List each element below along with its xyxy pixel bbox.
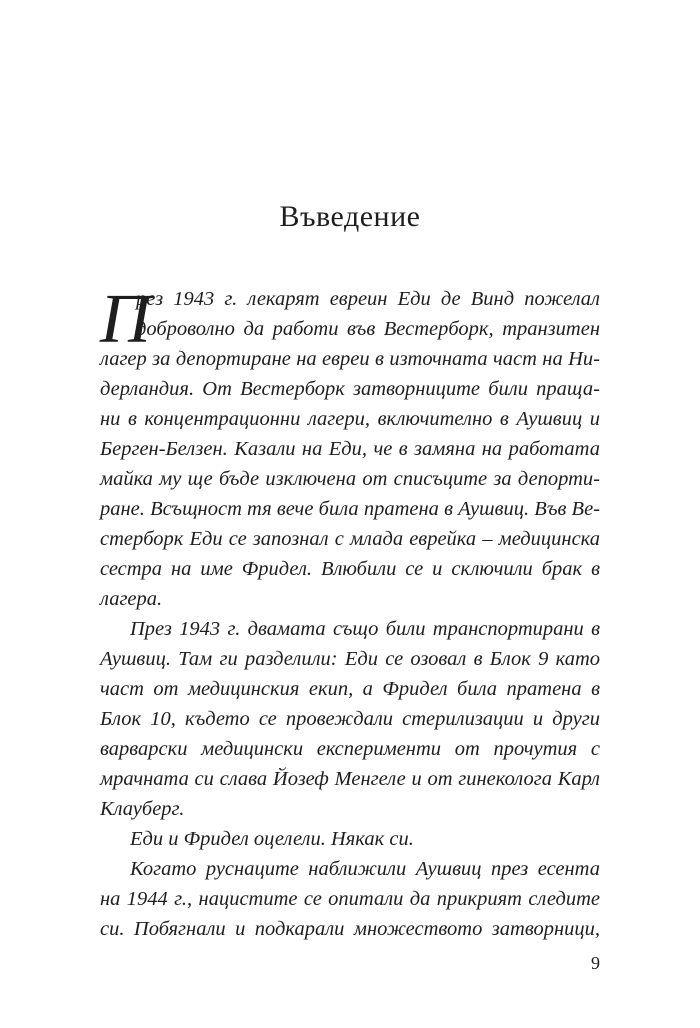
page-number: 9 bbox=[591, 953, 600, 973]
text-line: Клауберг. bbox=[100, 798, 185, 820]
text-line: дерландия. От Вестерборк затворниците били праща- bbox=[100, 378, 600, 400]
text-line: стерборк Еди се запознал с млада еврейка – медицинска bbox=[100, 528, 600, 550]
text-line: Блок 10, където се провеждали стерилизации и други bbox=[100, 708, 600, 730]
text-line: ни в концентрационни лагери, включително в Аушвиц и bbox=[100, 408, 600, 430]
text-line: Еди и Фридел оцелели. Някак си. bbox=[130, 828, 414, 850]
text-line: част от медицинския екип, а Фридел била пратена в bbox=[100, 678, 600, 700]
text-line: ране. Всъщност тя вече била пратена в Аушвиц. Във Ве- bbox=[100, 498, 600, 520]
text-line: През 1943 г. двамата също били транспортирани в bbox=[130, 618, 600, 640]
chapter-body bbox=[100, 281, 600, 944]
text-line: на 1944 г., нацистите се опитали да прикрият следите bbox=[100, 888, 600, 910]
text-line: Аушвиц. Там ги разделили: Еди се озовал в Блок 9 като bbox=[100, 648, 600, 670]
text-line: си. Побягнали и подкарали множеството затворници, bbox=[100, 918, 600, 940]
text-line: мрачната си слава Йозеф Менгеле и от гинеколога Карл bbox=[100, 768, 600, 790]
chapter-title: Въведение bbox=[279, 200, 421, 233]
drop-cap: П bbox=[100, 281, 151, 358]
text-line: рез 1943 г. лекарят евреин Еди де Винд пожелал bbox=[136, 288, 600, 310]
text-line: Берген-Белзен. Казали на Еди, че в замяна на работата bbox=[100, 438, 600, 460]
text-line: варварски медицински експерименти от прочутия с bbox=[100, 738, 600, 760]
text-line: сестра на име Фридел. Влюбили се и сключили брак в bbox=[100, 558, 600, 580]
text-line: лагера. bbox=[100, 588, 163, 610]
text-line: Когато руснаците наближили Аушвиц през есента bbox=[130, 858, 600, 880]
text-line: лагер за депортиране на евреи в източната част на Ни- bbox=[100, 348, 600, 370]
text-line: майка му ще бъде изключена от списъците за депорти- bbox=[100, 468, 600, 490]
text-line: доброволно да работи във Вестерборк, транзитен bbox=[136, 318, 600, 340]
